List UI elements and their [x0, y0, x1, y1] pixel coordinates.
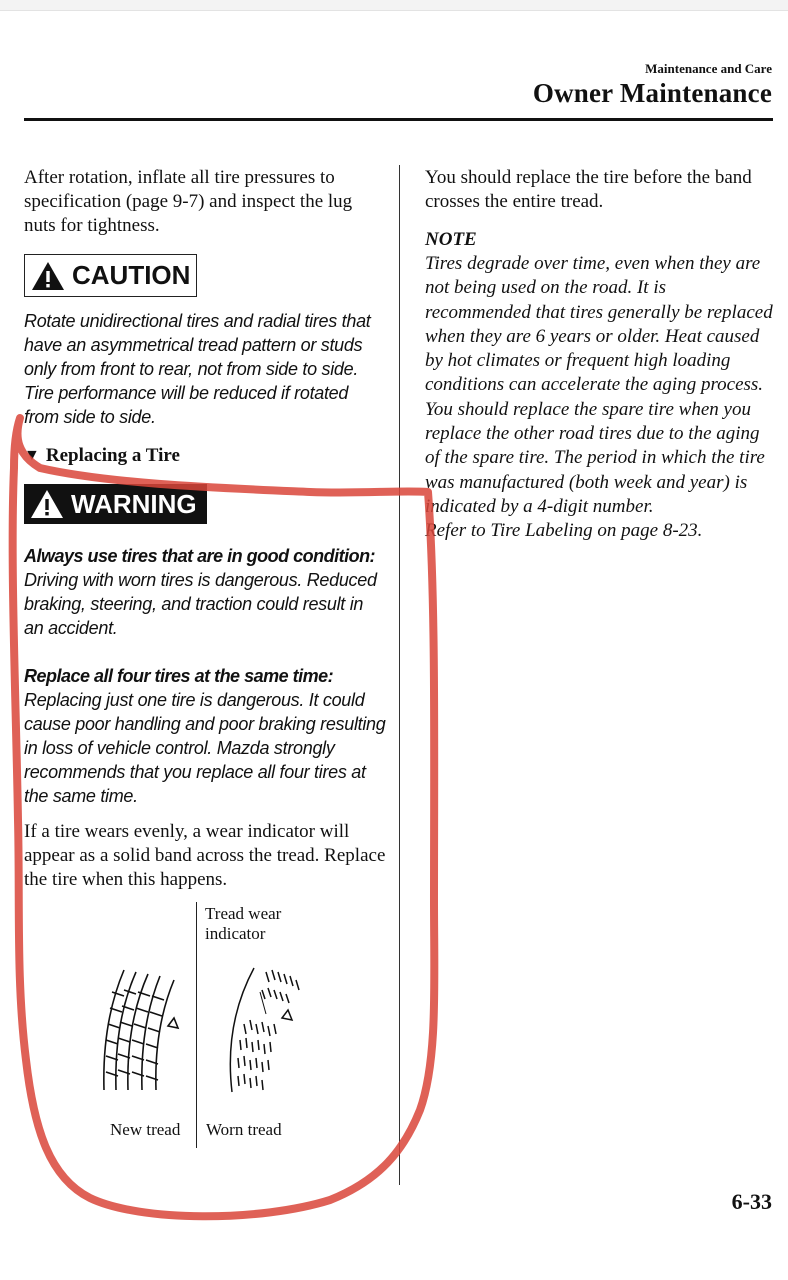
worn-tread-label: Worn tread [206, 1120, 282, 1139]
caution-badge [24, 254, 197, 297]
section-marker-icon: ▼ [24, 447, 40, 464]
worn-tread-illustration [208, 954, 318, 1104]
figure-divider [196, 902, 197, 1148]
indicator-label-line2: indicator [205, 924, 266, 943]
column-divider [399, 165, 400, 1185]
tread-figure [24, 902, 386, 1152]
note-reference: Refer to Tire Labeling on page 8-23. [425, 520, 703, 542]
replace-band-paragraph: You should replace the tire before the band crosses the entire tread. [425, 167, 752, 212]
page-title: Owner Maintenance [532, 78, 772, 108]
subheading-text: Replacing a Tire [45, 445, 180, 466]
section-label: Maintenance and Care [645, 61, 772, 76]
warning-label: WARNING [71, 488, 197, 519]
warning-item-title: Replace all four tires at the same time: [24, 666, 334, 686]
wear-indicator-paragraph: If a tire wears evenly, a wear indicator will appear as a solid band across the tread. Replace the tire when this happens. [24, 821, 386, 890]
rotation-paragraph: After rotation, inflate all tire pressures to specification (page 9-7) and inspect the lug nuts for tightness. [24, 167, 353, 236]
warning-item-body: Driving with worn tires is dangerous. Reduced braking, steering, and traction could result in an accident. [24, 570, 377, 638]
warning-item-body: Replacing just one tire is dangerous. It could cause poor handling and poor braking resulting in loss of vehicle control. Mazda strongly recommends that you replace all four tires at the same time. [24, 690, 386, 806]
new-tread-illustration [84, 962, 194, 1102]
new-tread-label: New tread [110, 1120, 181, 1139]
subheading [24, 445, 386, 467]
header-rule [24, 118, 773, 121]
warning-item [24, 664, 386, 808]
warning-item-title: Always use tires that are in good condition: [24, 546, 376, 566]
note-body: Tires degrade over time, even when they are not being used on the road. It is recommended that tires generally be replaced when they are 6 years or older. Heat caused by hot climates or frequent high loading conditions can accelerate the aging process. You should replace the spare tire when you replace the other road tires due to the aging of the spare tire. The period in which the tire was manufactured (both week and year) is indicated by a 4-digit number. [425, 253, 773, 517]
note-title: NOTE [425, 229, 477, 250]
caution-text: Rotate unidirectional tires and radial tires that have an asymmetrical tread pattern or studs only from front to rear, not from side to side. Tire performance will be reduced if rotated from side to side. [24, 311, 371, 427]
page-number: 6-33 [731, 1189, 772, 1214]
warning-item [24, 544, 386, 640]
right-column [425, 166, 775, 544]
top-bar [0, 0, 788, 11]
indicator-label-line1: Tread wear [205, 904, 282, 923]
warning-triangle-icon [31, 261, 65, 291]
warning-triangle-icon [30, 489, 64, 519]
warning-badge [24, 484, 207, 524]
left-column [24, 166, 386, 1152]
caution-label: CAUTION [72, 260, 191, 290]
